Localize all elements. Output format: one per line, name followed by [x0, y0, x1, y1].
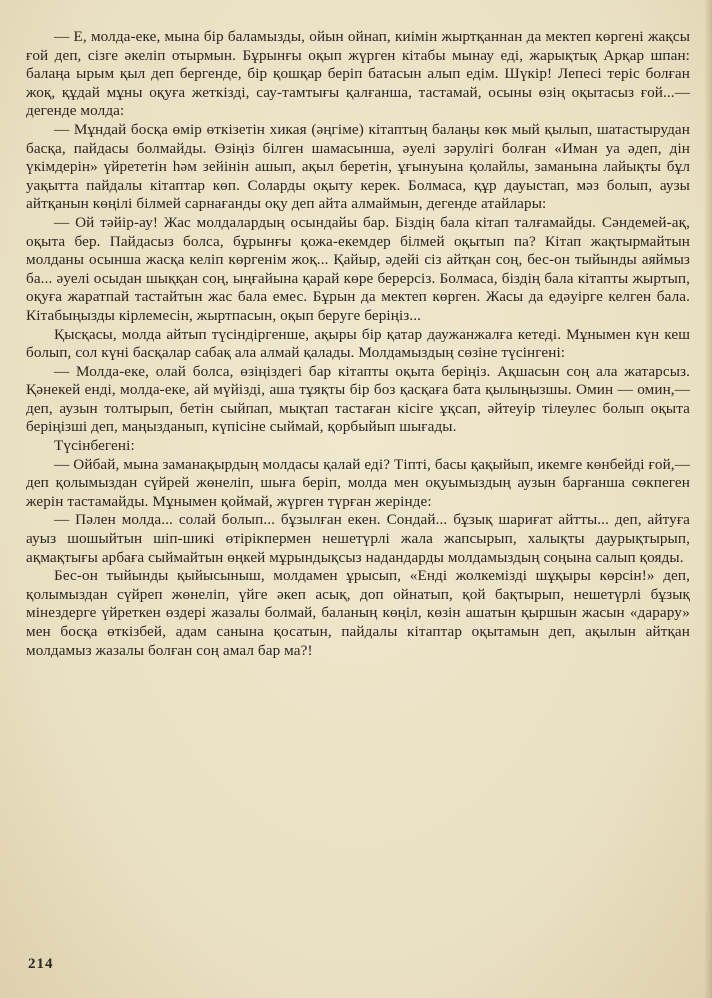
paragraph-8: — Пәлен молда... солай болып... бұзылған екен. Сондай... бұзық шариғат айтты... деп, айтуға ауыз шошыйтын шіп-шикі өтірікпермен нешетүрлі жала жапсырып, халықты даурықтырып, ақмақтығы арбаға сыймайтын өңкей мұрындықсыз надандарды молдамыздың соңына салып қояды.	[26, 511, 690, 566]
page-edge-shadow	[704, 0, 712, 998]
paragraph-3: — Ой тәйір-ау! Жас молдалардың осындайы бар. Біздің бала кітап талғамайды. Сәндемей-ақ, оқыта бер. Пайдасыз болса, бұрынғы қожа-екемдер білмей оқытып па? Кітап жақтырмайтын молданы осынша жасқа келіп көргенім жоқ... Қайыр, әдейі сіз айтқан соң, бес-он тыйынды аяймыз ба... әуелі осыдан шыққан соң, ыңғайына қарай көре берерсіз. Болмаса, біздің бала кітапты жыртып, оқуға жаратпай тастайтын жас бала емес. Бұрын да мектеп көрген. Жасы да едәуірге келген бала. Кітабыңызды кірлемесін, жыртпасын, оқып беруге беріңіз...	[26, 213, 690, 324]
paragraph-6: Түсінбегені:	[54, 437, 135, 455]
paragraph-9: Бес-он тыйынды қыйысыныш, молдамен ұрысып, «Енді жолкемізді шұқыры көрсін!» деп, қолымыздан сүйреп жөнеліп, үйге әкеп асық, доп ойнатып, қой бақтырып, нешетүрлі бұзық мінездерге үйреткен өздері жазалы болмай, баланың көңіл, көзін ашатын қыршын жасын «дарару» мен босқа өткізбей, адам санына қосатын, пайдалы кітаптар оқытамын деп, ақылын айтқан молдамыз жазалы болған соң амал бар ма?!	[26, 567, 690, 659]
paragraph-2: — Мұндай босқа өмір өткізетін хикая (әңгіме) кітаптың балаңы көк мый қылып, шатастырудан басқа, пайдасы болмайды. Өзіңіз білген шамасынша, әуелі зәрулігі болған «Иман уа әдеп, дін үкімдерін» үйрететін һәм зейінін ашып, ақыл беретін, ұғынуына қолайлы, заманына лайықты бұл уақытта пайдалы кітаптар көп. Соларды оқыту керек. Болмаса, құр дауыстап, мәз болып, аузы айтқанын көңілі білмей сарнағанды оқу деп айта алмаймын, дегенде атайлары:	[26, 120, 690, 213]
paragraph-5: — Молда-еке, олай болса, өзіңіздегі бар кітапты оқыта беріңіз. Ақшасын соң ала жатарсыз. Қәнекей енді, молда-еке, ай мүйізді, аша тұяқты бір боз қасқаға бата қылыңызшы. Омин — омин,— деп, аузын толтырып, бетін сыйпап, мықтап тастаған кісіге ұқсап, әйтеуір тілеулес болып оқыта беріңізші деп, маңызданып, күпісіне сыймай, қорбыйып шығады.	[26, 362, 690, 436]
paragraph-7: — Ойбай, мына заманақырдың молдасы қалай еді? Тіпті, басы қақыйып, икемге көнбейді ғой,— деп қолымыздан сүйрей жөнеліп, шыға беріп, молда мен оқуымыздың аузын барғанша сөкпеген жерін тастамайды. Мұнымен қоймай, жүрген түрған жерінде:	[26, 455, 690, 510]
page-number: 214	[28, 956, 54, 972]
paragraph-4: Қысқасы, молда айтып түсіндіргенше, ақыры бір қатар даужанжалға кетеді. Мұнымен күн кеш болып, сол күні басқалар сабақ ала алмай қалады. Молдамыздың сөзіне түсінгені:	[26, 325, 690, 362]
body-text	[26, 28, 690, 660]
paragraph-1: — Е, молда-еке, мына бір баламызды, ойын ойнап, киімін жыртқаннан да мектеп көргені жақсы ғой деп, сізге әкеліп отырмын. Бұрынғы оқып жүрген кітабы мынау еді, жарықтық Арқар шпан: балаңа ырым қыл деп бергенде, бір қошқар беріп батасын алып едім. Шүкір! Лепесі теріс болған жоқ, құдай мұны оқуға жеткізді, сау-тамтығы қалғанша, тастамай, осыны өзің оқытасыз ғой...— дегенде молда:	[26, 28, 690, 120]
